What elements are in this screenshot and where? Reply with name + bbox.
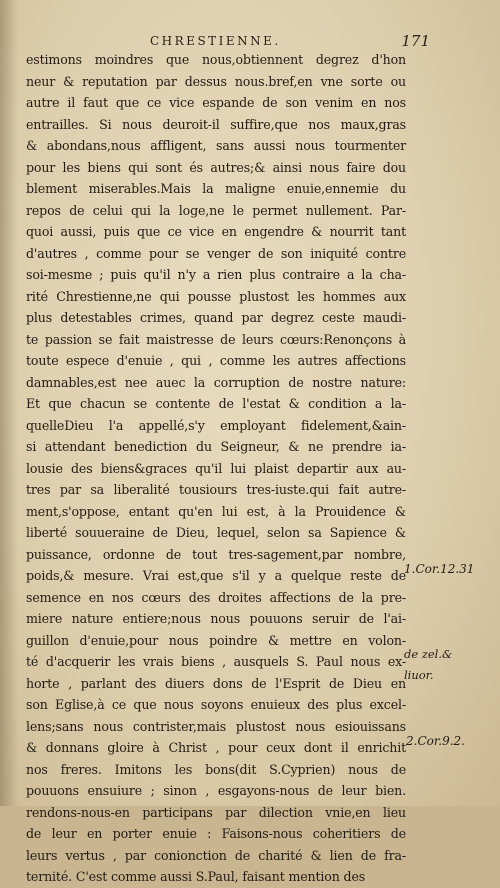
text-line: quelleDieu l'a appellé,s'y employant fidelement,&ain-: [26, 417, 406, 433]
margin-note: 2.Cor.9.2.: [406, 734, 465, 748]
text-line: lens;sans nous contrister,mais plustost nous esiouissans: [26, 718, 406, 734]
text-line: quoi aussi, puis que ce vice en engendre & nourrit tant: [26, 224, 406, 239]
text-line: horte , parlant des diuers dons de l'Esprit de Dieu en: [26, 675, 406, 691]
text-line: rité Chrestienne,ne qui pousse plustost les hommes aux: [26, 288, 406, 304]
text-line: neur & reputation par dessus nous.bref,en vne sorte ou: [26, 73, 406, 89]
text-line: autre il faut que ce vice espande de son venim en nos: [26, 95, 406, 110]
text-line: liberté souueraine de Dieu, lequel, selon sa Sapience &: [26, 525, 406, 540]
text-line: pouuons ensuiure ; sinon , esgayons-nous de leur bien.: [26, 783, 406, 798]
text-line: repos de celui qui la loge,ne le permet nullement. Par-: [26, 202, 406, 218]
text-line: rendons-nous-en participans par dilection vnie,en lieu: [26, 804, 406, 820]
text-line: te passion se fait maistresse de leurs cœurs:Renonçons à: [26, 331, 406, 347]
text-line: ternité. C'est comme aussi S.Paul, faisant mention des: [26, 869, 366, 884]
text-line: si attendant benediction du Seigneur, & ne prendre ia-: [26, 439, 406, 454]
text-line: damnables,est nee auec la corruption de nostre nature:: [26, 374, 406, 390]
margin-note: liuor.: [404, 668, 434, 682]
text-line: plus detestables crimes, quand par degrez ceste maudi-: [26, 310, 406, 325]
text-line: leurs vertus , par conionction de charité & lien de fra-: [26, 847, 406, 863]
text-line: & abondans,nous affligent, sans aussi nous tourmenter: [26, 138, 406, 153]
text-line: entrailles. Si nous deuroit-il suffire,que nos maux,gras: [26, 116, 406, 132]
text-line: de leur en porter enuie : Faisons-nous coheritiers de: [26, 826, 406, 841]
text-line: miere nature entiere;nous nous pouuons seruir de l'ai-: [26, 611, 406, 626]
margin-note: 1.Cor.12.31: [404, 562, 475, 576]
text-line: blement miserables.Mais la maligne enuie,ennemie du: [26, 181, 406, 196]
text-line: pour les biens qui sont és autres;& ainsi nous faire dou: [26, 159, 406, 175]
running-title: CHRESTIENNE.: [150, 34, 281, 48]
text-line: lousie des biens&graces qu'il lui plaist departir aux au-: [26, 460, 406, 476]
binding-shadow: [0, 0, 18, 806]
page-number: 171: [401, 32, 430, 50]
text-line: Et que chacun se contente de l'estat & condition a la-: [26, 396, 406, 411]
text-line: tres par sa liberalité tousiours tres-iuste.qui fait autre-: [26, 482, 406, 497]
text-line: & donnans gloire à Christ , pour ceux dont il enrichit: [26, 740, 406, 755]
text-line: ment,s'oppose, entant qu'en lui est, à la Prouidence &: [26, 503, 406, 519]
text-line: poids,& mesure. Vrai est,que s'il y a quelque reste de: [26, 568, 406, 583]
text-line: d'autres , comme pour se venger de son iniquité contre: [26, 245, 406, 261]
text-line: estimons moindres que nous,obtiennent degrez d'hon: [26, 52, 406, 67]
margin-note: de zel.&: [404, 647, 453, 661]
text-line: soi-mesme ; puis qu'il n'y a rien plus contraire a la cha-: [26, 267, 406, 282]
margin-notes: [400, 0, 500, 806]
text-line: té d'acquerir les vrais biens , ausquels S. Paul nous ex-: [26, 654, 406, 669]
text-line: son Eglise,à ce que nous soyons enuieux des plus excel-: [26, 697, 406, 712]
body-text: [26, 49, 406, 888]
text-line: nos freres. Imitons les bons(dit S.Cyprien) nous de: [26, 761, 406, 777]
text-line: toute espece d'enuie , qui , comme les autres affections: [26, 353, 406, 368]
text-line: guillon d'enuie,pour nous poindre & mettre en volon-: [26, 632, 406, 648]
text-line: puissance, ordonne de tout tres-sagement,par nombre,: [26, 546, 406, 562]
text-line: semence en nos cœurs des droites affections de la pre-: [26, 589, 406, 605]
